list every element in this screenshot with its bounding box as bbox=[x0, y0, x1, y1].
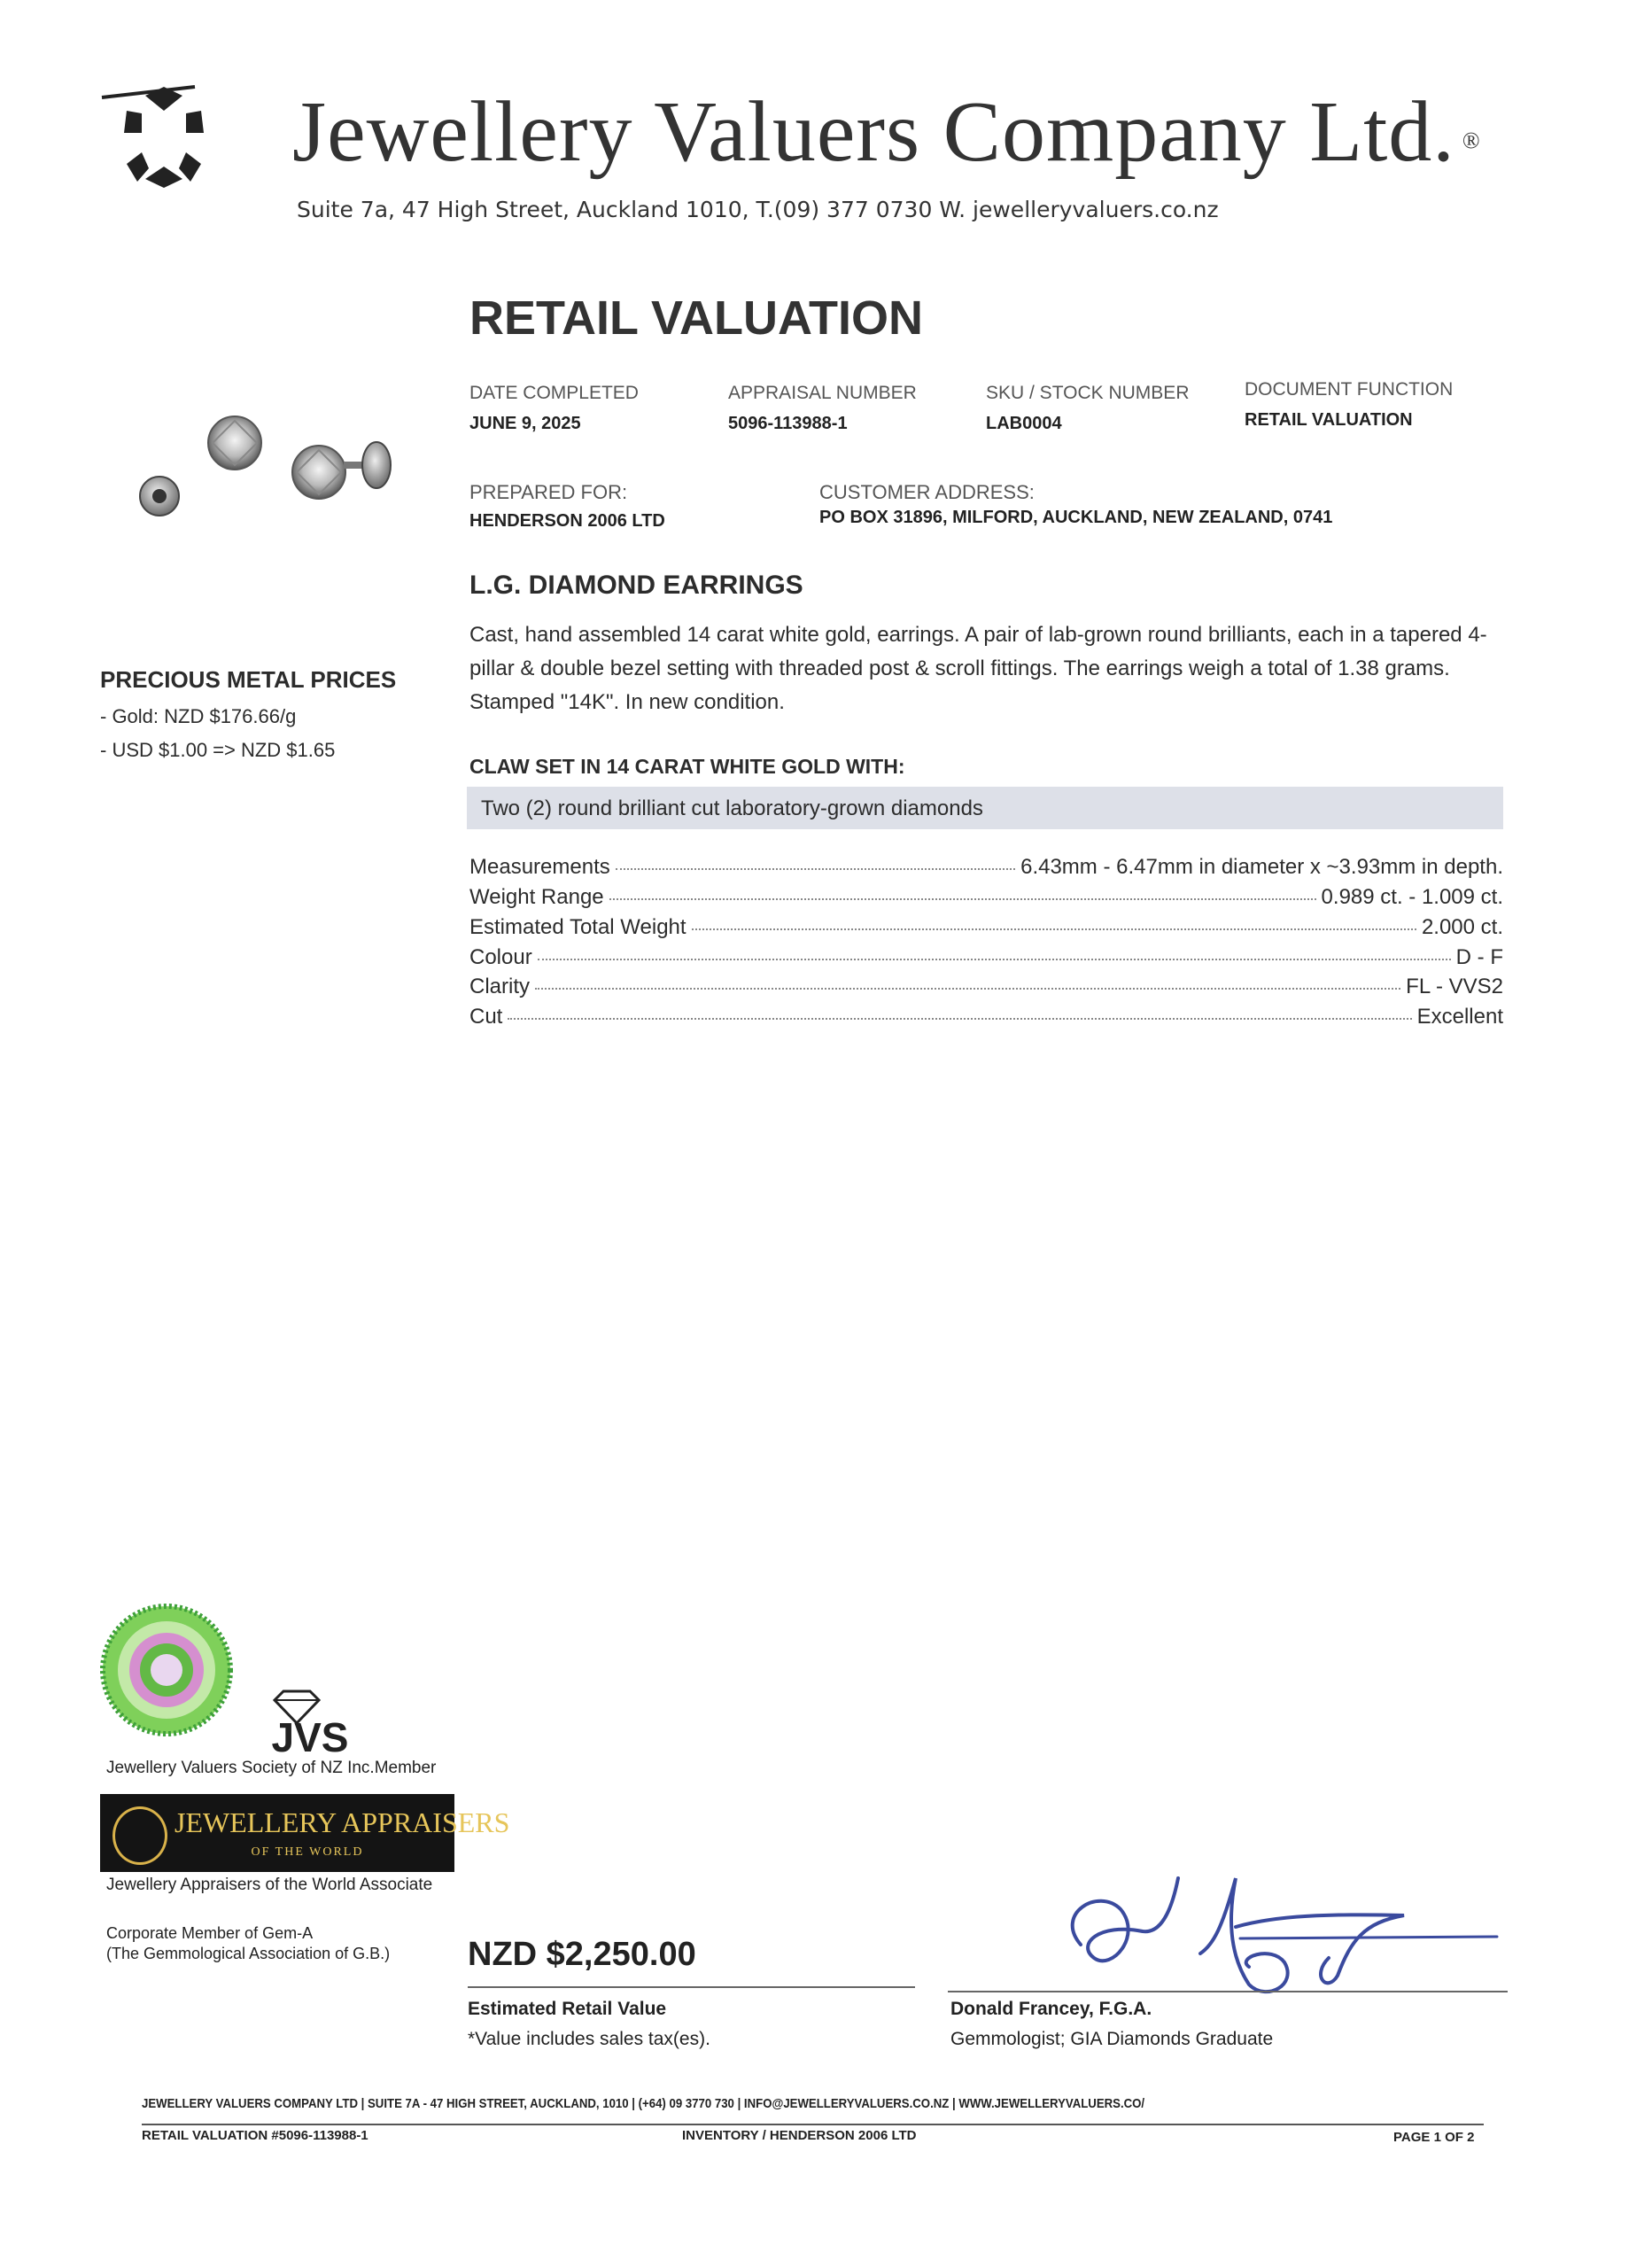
signature-line bbox=[948, 1991, 1508, 1992]
spec-row-clarity bbox=[469, 975, 1503, 999]
company-name: Jewellery Valuers Company Ltd. ® bbox=[292, 84, 1481, 180]
valuation-amount: NZD $2,250.00 bbox=[468, 1936, 696, 1973]
earrings-photo bbox=[124, 403, 407, 549]
spec-label: Weight Range bbox=[469, 885, 604, 909]
signature bbox=[1045, 1860, 1506, 2011]
spec-row-weight-range bbox=[469, 885, 1503, 910]
company-logo-icon bbox=[97, 71, 230, 204]
item-description: Cast, hand assembled 14 carat white gold, earrings. A pair of lab-grown round brilliants, each in a tapered 4-pillar & double bezel setting with threaded post & scroll fittings. The earrings weigh a total of 1.38 grams. Stamped "14K". In new condition. bbox=[469, 623, 1487, 714]
footer-inventory: INVENTORY / HENDERSON 2006 LTD bbox=[682, 2128, 917, 2143]
customer-address-value: PO BOX 31896, MILFORD, AUCKLAND, NEW ZEALAND, 0741 bbox=[819, 508, 1333, 527]
document-function-label: DOCUMENT FUNCTION bbox=[1245, 379, 1454, 400]
association-seal-icon bbox=[100, 1604, 233, 1736]
spec-label: Colour bbox=[469, 945, 532, 969]
date-completed-value: JUNE 9, 2025 bbox=[469, 414, 581, 433]
gold-price: - Gold: NZD $176.66/g bbox=[100, 705, 297, 727]
valuation-label: Estimated Retail Value bbox=[468, 1999, 667, 2019]
spec-value: 0.989 ct. - 1.009 ct. bbox=[1321, 885, 1503, 909]
spec-row-colour bbox=[469, 945, 1503, 970]
spec-value: 6.43mm - 6.47mm in diameter x ~3.93mm in depth. bbox=[1020, 855, 1503, 879]
spec-value: 2.000 ct. bbox=[1421, 915, 1503, 939]
signer-name: Donald Francey, F.G.A. bbox=[950, 1999, 1152, 2019]
gem-a-line-1: Corporate Member of Gem-A bbox=[106, 1924, 314, 1942]
spec-label: Estimated Total Weight bbox=[469, 915, 687, 939]
prepared-for-label: PREPARED FOR: bbox=[469, 481, 628, 503]
customer-address-label: CUSTOMER ADDRESS: bbox=[819, 481, 1035, 503]
metal-prices-heading: PRECIOUS METAL PRICES bbox=[100, 666, 397, 693]
spec-value: Excellent bbox=[1416, 1005, 1503, 1029]
item-title: L.G. DIAMOND EARRINGS bbox=[469, 571, 803, 600]
jaw-logo bbox=[100, 1794, 510, 1872]
spec-label: Clarity bbox=[469, 975, 531, 998]
date-completed-label: DATE COMPLETED bbox=[469, 383, 639, 403]
spec-row-total-weight bbox=[469, 915, 1503, 940]
jaw-logo-text: JEWELLERY APPRAISERS bbox=[175, 1806, 510, 1838]
footer-company-line: JEWELLERY VALUERS COMPANY LTD | SUITE 7A - 47 HIGH STREET, AUCKLAND, 1010 | (+64) 09 3770 730 | INFO@JEWELLERYVALUERS.CO.NZ | WWW.JEWELLERYVALUERS.CO/ bbox=[142, 2096, 1145, 2111]
jaw-emblem-icon bbox=[112, 1806, 167, 1865]
gem-a-line-2: (The Gemmological Association of G.B.) bbox=[106, 1945, 391, 1962]
stone-summary: Two (2) round brilliant cut laboratory-grown diamonds bbox=[481, 796, 983, 820]
sku-value: LAB0004 bbox=[986, 414, 1062, 433]
footer-divider bbox=[142, 2124, 1484, 2125]
spec-row-measurements bbox=[469, 855, 1503, 880]
prepared-for-value: HENDERSON 2006 LTD bbox=[469, 511, 665, 531]
spec-label: Measurements bbox=[469, 855, 610, 879]
jvs-caption: Jewellery Valuers Society of NZ Inc.Member bbox=[106, 1759, 437, 1777]
valuation-note: *Value includes sales tax(es). bbox=[468, 2029, 710, 2049]
spec-value: D - F bbox=[1455, 945, 1503, 969]
spec-value: FL - VVS2 bbox=[1406, 975, 1503, 998]
jvs-logo bbox=[221, 1688, 399, 1754]
page-number: PAGE 1 OF 2 bbox=[1393, 2130, 1475, 2145]
spec-row-cut bbox=[469, 1005, 1503, 1029]
company-address: Suite 7a, 47 High Street, Auckland 1010, T.(09) 377 0730 W. jewelleryvaluers.co.nz bbox=[297, 197, 1219, 222]
document-function-value: RETAIL VALUATION bbox=[1245, 410, 1413, 430]
exchange-rate: - USD $1.00 => NZD $1.65 bbox=[100, 739, 336, 761]
setting-heading: CLAW SET IN 14 CARAT WHITE GOLD WITH: bbox=[469, 755, 905, 778]
footer-reference: RETAIL VALUATION #5096-113988-1 bbox=[142, 2128, 368, 2143]
jaw-logo-sub: OF THE WORLD bbox=[251, 1845, 364, 1859]
signer-title: Gemmologist; GIA Diamonds Graduate bbox=[950, 2029, 1274, 2049]
spec-label: Cut bbox=[469, 1005, 503, 1029]
registered-mark: ® bbox=[1462, 127, 1481, 153]
jaw-caption: Jewellery Appraisers of the World Associate bbox=[106, 1876, 433, 1894]
jvs-logo-text: JVS bbox=[271, 1714, 349, 1754]
appraisal-number-value: 5096-113988-1 bbox=[728, 414, 848, 433]
appraisal-number-label: APPRAISAL NUMBER bbox=[728, 383, 917, 403]
sku-label: SKU / STOCK NUMBER bbox=[986, 383, 1190, 403]
value-divider bbox=[468, 1986, 915, 1988]
document-title: RETAIL VALUATION bbox=[469, 291, 923, 345]
